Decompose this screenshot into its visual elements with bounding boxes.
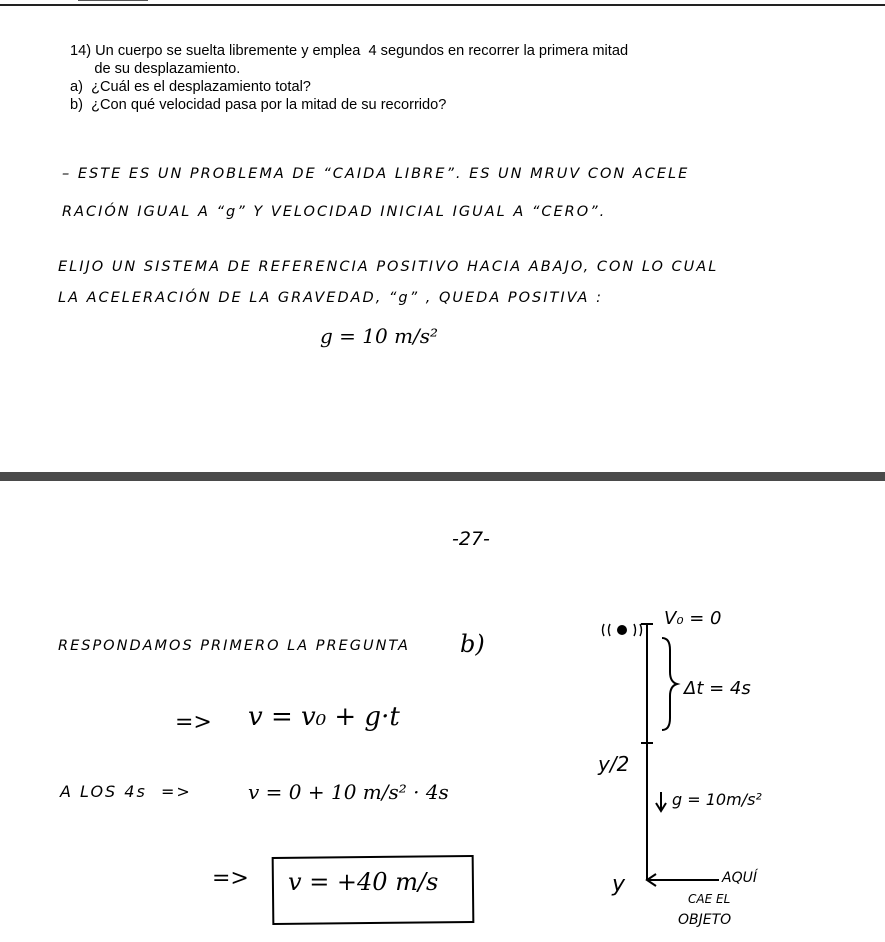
note-line-1: – ESTE ES UN PROBLEMA DE “CAIDA LIBRE”. ES UN MRUV CON ACELE: [62, 166, 690, 182]
problem-line-2: de su desplazamiento.: [70, 61, 241, 77]
total-distance-label: y: [612, 872, 626, 897]
at-4s-label: A LOS 4s =>: [60, 782, 192, 801]
arrival-label-line-2: CAE EL: [688, 892, 731, 906]
gravity-value: g = 10 m/s²: [320, 324, 439, 348]
result-velocity: v = +40 m/s: [288, 868, 439, 896]
gravity-arrow-icon: [656, 792, 666, 811]
question-reference: b): [460, 630, 485, 658]
problem-part-a: a) ¿Cuál es el desplazamiento total?: [70, 79, 311, 95]
initial-velocity-label: V₀ = 0: [664, 608, 722, 629]
substitution: v = 0 + 10 m/s² · 4s: [248, 780, 449, 804]
note-line-2: RACIÓN IGUAL A “g” Y VELOCIDAD INICIAL IGUAL A “CERO”.: [62, 204, 607, 220]
note-line-4: LA ACELERACIÓN DE LA GRAVEDAD, “g” , QUEDA POSITIVA :: [58, 290, 603, 306]
problem-line-1: 14) Un cuerpo se suelta libremente y emplea 4 segundos en recorrer la primera mitad: [70, 43, 629, 59]
object-ball-icon: [603, 624, 642, 636]
solution-intro: RESPONDAMOS PRIMERO LA PREGUNTA: [58, 638, 410, 654]
page-number: -27-: [452, 528, 490, 550]
gravity-label: g = 10m/s²: [672, 790, 762, 809]
problem-part-b: b) ¿Con qué velocidad pasa por la mitad de su recorrido?: [70, 97, 447, 113]
arrival-label-line-3: OBJETO: [678, 912, 732, 928]
result-arrow: =>: [212, 866, 249, 891]
time-interval-brace: [662, 638, 677, 730]
velocity-formula: v = v₀ + g·t: [248, 702, 400, 732]
arrival-arrow-icon: [647, 874, 719, 886]
half-distance-label: y/2: [598, 752, 630, 776]
time-interval-label: Δt = 4s: [684, 678, 751, 699]
formula-arrow: =>: [175, 710, 212, 735]
arrival-label-line-1: AQUÍ: [722, 870, 757, 886]
note-line-3: ELIJO UN SISTEMA DE REFERENCIA POSITIVO HACIA ABAJO, CON LO CUAL: [58, 259, 719, 275]
